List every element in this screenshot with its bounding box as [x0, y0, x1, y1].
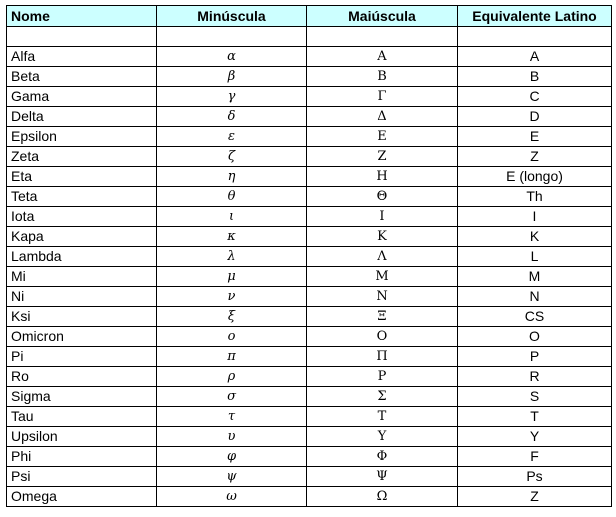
cell-maiuscula: Ζ — [307, 147, 458, 167]
cell-equivalente-latino: E — [458, 127, 612, 147]
table-row — [7, 227, 612, 247]
table-row — [7, 467, 612, 487]
cell-maiuscula: Φ — [307, 447, 458, 467]
table-row — [7, 107, 612, 127]
cell-minuscula: θ — [157, 187, 307, 207]
cell-equivalente-latino: A — [458, 47, 612, 67]
header-row — [7, 6, 612, 27]
cell-nome: Alfa — [7, 47, 157, 67]
table-row — [7, 367, 612, 387]
cell-minuscula: φ — [157, 447, 307, 467]
cell-nome: Eta — [7, 167, 157, 187]
cell-nome: Ro — [7, 367, 157, 387]
cell-equivalente-latino: Z — [458, 487, 612, 507]
cell-minuscula: ψ — [157, 467, 307, 487]
table-row — [7, 447, 612, 467]
cell-equivalente-latino: T — [458, 407, 612, 427]
cell-nome: Pi — [7, 347, 157, 367]
cell-equivalente-latino: CS — [458, 307, 612, 327]
cell-nome: Epsilon — [7, 127, 157, 147]
cell-maiuscula: Ι — [307, 207, 458, 227]
cell-minuscula: ζ — [157, 147, 307, 167]
cell-nome: Tau — [7, 407, 157, 427]
cell-nome: Lambda — [7, 247, 157, 267]
cell-maiuscula: Τ — [307, 407, 458, 427]
cell-maiuscula: Ε — [307, 127, 458, 147]
empty-row — [7, 27, 612, 47]
cell-equivalente-latino: Th — [458, 187, 612, 207]
cell-equivalente-latino: N — [458, 287, 612, 307]
cell-minuscula: ο — [157, 327, 307, 347]
table-row — [7, 267, 612, 287]
cell-maiuscula: Α — [307, 47, 458, 67]
cell-minuscula: λ — [157, 247, 307, 267]
cell-equivalente-latino: E (longo) — [458, 167, 612, 187]
cell-minuscula: π — [157, 347, 307, 367]
cell-equivalente-latino: B — [458, 67, 612, 87]
empty-cell — [458, 27, 612, 47]
cell-nome: Iota — [7, 207, 157, 227]
cell-nome: Mi — [7, 267, 157, 287]
cell-nome: Beta — [7, 67, 157, 87]
table-row — [7, 147, 612, 167]
cell-maiuscula: Δ — [307, 107, 458, 127]
cell-maiuscula: Κ — [307, 227, 458, 247]
table-row — [7, 307, 612, 327]
table-row — [7, 67, 612, 87]
table-row — [7, 287, 612, 307]
cell-equivalente-latino: M — [458, 267, 612, 287]
cell-maiuscula: Μ — [307, 267, 458, 287]
cell-nome: Gama — [7, 87, 157, 107]
cell-equivalente-latino: Y — [458, 427, 612, 447]
table-row — [7, 387, 612, 407]
cell-equivalente-latino: C — [458, 87, 612, 107]
cell-nome: Omega — [7, 487, 157, 507]
cell-nome: Ni — [7, 287, 157, 307]
cell-equivalente-latino: Ps — [458, 467, 612, 487]
greek-alphabet-table — [6, 5, 612, 507]
table-row — [7, 127, 612, 147]
cell-equivalente-latino: R — [458, 367, 612, 387]
table-row — [7, 167, 612, 187]
cell-equivalente-latino: S — [458, 387, 612, 407]
header-equivalente-latino: Equivalente Latino — [458, 6, 612, 27]
cell-equivalente-latino: P — [458, 347, 612, 367]
cell-minuscula: ν — [157, 287, 307, 307]
cell-maiuscula: Β — [307, 67, 458, 87]
cell-minuscula: β — [157, 67, 307, 87]
header-maiuscula: Maiúscula — [307, 6, 458, 27]
cell-equivalente-latino: L — [458, 247, 612, 267]
cell-equivalente-latino: D — [458, 107, 612, 127]
cell-nome: Delta — [7, 107, 157, 127]
cell-minuscula: δ — [157, 107, 307, 127]
cell-equivalente-latino: F — [458, 447, 612, 467]
empty-cell — [7, 27, 157, 47]
cell-maiuscula: Ω — [307, 487, 458, 507]
cell-nome: Kapa — [7, 227, 157, 247]
cell-maiuscula: Θ — [307, 187, 458, 207]
cell-nome: Omicron — [7, 327, 157, 347]
cell-maiuscula: Γ — [307, 87, 458, 107]
table-row — [7, 187, 612, 207]
cell-maiuscula: Ν — [307, 287, 458, 307]
cell-maiuscula: Ψ — [307, 467, 458, 487]
cell-maiuscula: Λ — [307, 247, 458, 267]
cell-equivalente-latino: Z — [458, 147, 612, 167]
table-row — [7, 87, 612, 107]
cell-nome: Psi — [7, 467, 157, 487]
cell-minuscula: ε — [157, 127, 307, 147]
header-nome: Nome — [7, 6, 157, 27]
cell-maiuscula: Ξ — [307, 307, 458, 327]
cell-equivalente-latino: I — [458, 207, 612, 227]
cell-nome: Upsilon — [7, 427, 157, 447]
table-row — [7, 47, 612, 67]
empty-cell — [307, 27, 458, 47]
cell-nome: Zeta — [7, 147, 157, 167]
cell-minuscula: κ — [157, 227, 307, 247]
table-row — [7, 247, 612, 267]
table-row — [7, 347, 612, 367]
cell-maiuscula: Π — [307, 347, 458, 367]
cell-maiuscula: Υ — [307, 427, 458, 447]
cell-nome: Phi — [7, 447, 157, 467]
cell-maiuscula: Σ — [307, 387, 458, 407]
cell-maiuscula: Ρ — [307, 367, 458, 387]
cell-minuscula: σ — [157, 387, 307, 407]
cell-minuscula: ρ — [157, 367, 307, 387]
cell-minuscula: η — [157, 167, 307, 187]
cell-minuscula: ξ — [157, 307, 307, 327]
cell-minuscula: γ — [157, 87, 307, 107]
header-minuscula: Minúscula — [157, 6, 307, 27]
cell-minuscula: υ — [157, 427, 307, 447]
cell-maiuscula: Ο — [307, 327, 458, 347]
cell-nome: Teta — [7, 187, 157, 207]
cell-minuscula: ω — [157, 487, 307, 507]
cell-equivalente-latino: K — [458, 227, 612, 247]
cell-minuscula: τ — [157, 407, 307, 427]
table-row — [7, 407, 612, 427]
cell-maiuscula: Η — [307, 167, 458, 187]
cell-nome: Ksi — [7, 307, 157, 327]
cell-nome: Sigma — [7, 387, 157, 407]
table-row — [7, 487, 612, 507]
table-row — [7, 427, 612, 447]
empty-cell — [157, 27, 307, 47]
table-row — [7, 327, 612, 347]
cell-minuscula: ι — [157, 207, 307, 227]
cell-minuscula: μ — [157, 267, 307, 287]
cell-minuscula: α — [157, 47, 307, 67]
cell-equivalente-latino: O — [458, 327, 612, 347]
table-row — [7, 207, 612, 227]
